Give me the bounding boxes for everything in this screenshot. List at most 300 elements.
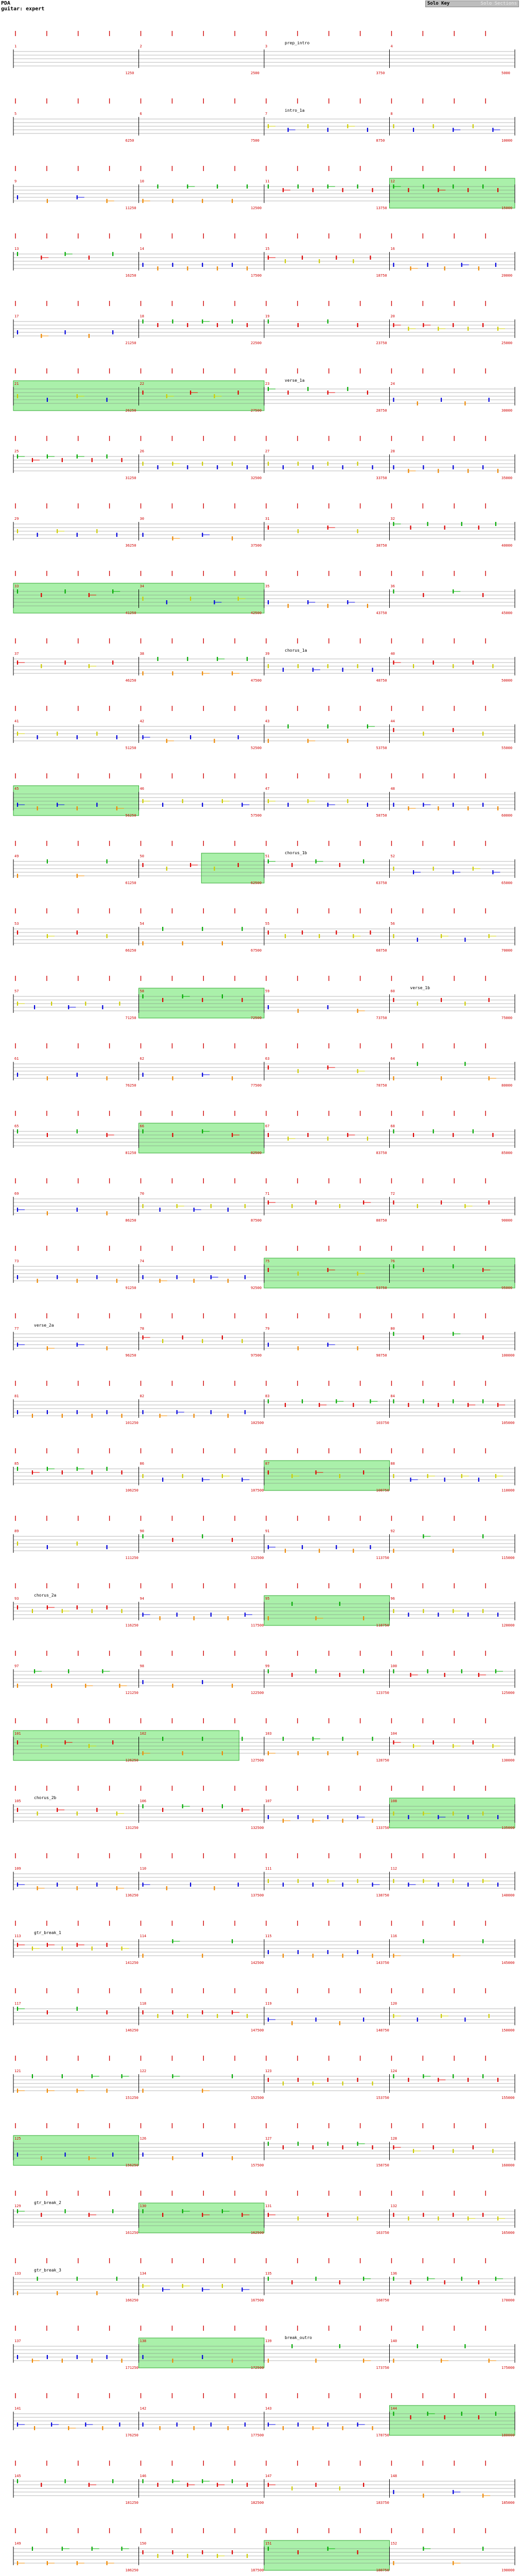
measure-number: 101 xyxy=(14,1732,21,1736)
measure-score: 61250 xyxy=(125,881,136,885)
measure-number: 133 xyxy=(14,2272,21,2276)
measure-number: 82 xyxy=(140,1394,144,1398)
measure-number: 112 xyxy=(390,1867,397,1871)
section-label: prep_intro xyxy=(285,41,310,45)
measure-number: 45 xyxy=(14,787,19,791)
measure-score: 150000 xyxy=(501,2028,515,2032)
measure-number: 150 xyxy=(140,2541,147,2546)
measure-number: 74 xyxy=(140,1259,144,1263)
measure-number: 141 xyxy=(14,2406,21,2411)
measure-number: 55 xyxy=(265,922,270,926)
measure-number: 144 xyxy=(390,2406,397,2411)
measure-number: 95 xyxy=(265,1597,270,1601)
measure-score: 152500 xyxy=(251,2096,264,2100)
measure-number: 41 xyxy=(14,719,19,723)
measure-score: 20000 xyxy=(501,274,513,278)
measure-score: 190000 xyxy=(501,2568,515,2572)
measure-number: 1 xyxy=(14,44,17,48)
section-label: intro_1a xyxy=(285,108,305,113)
measure-number: 42 xyxy=(140,719,144,723)
measure-score: 155000 xyxy=(501,2096,515,2100)
measure-score: 185000 xyxy=(501,2501,515,2505)
measure-score: 122500 xyxy=(251,1691,264,1695)
measure-score: 105000 xyxy=(501,1421,515,1425)
section-label: gtr_break_1 xyxy=(34,1930,61,1935)
measure-score: 50000 xyxy=(501,679,513,683)
measure-number: 142 xyxy=(140,2406,147,2411)
measure-score: 98750 xyxy=(376,1353,387,1358)
measure-number: 118 xyxy=(140,2002,147,2006)
measure-score: 136250 xyxy=(125,1893,138,1897)
measure-score: 85000 xyxy=(501,1151,513,1155)
measure-number: 86 xyxy=(140,1462,144,1466)
measure-number: 126 xyxy=(140,2137,147,2141)
measure-number: 131 xyxy=(265,2204,272,2208)
measure-number: 54 xyxy=(140,922,144,926)
measure-score: 71250 xyxy=(125,1016,136,1020)
section-label: gtr_break_2 xyxy=(34,2200,61,2205)
measure-number: 24 xyxy=(390,382,395,386)
measure-score: 171250 xyxy=(125,2366,138,2370)
solo-section-highlight xyxy=(139,2338,265,2368)
measure-number: 33 xyxy=(14,584,19,588)
measure-score: 118750 xyxy=(376,1623,389,1628)
measure-score: 123750 xyxy=(376,1691,389,1695)
measure-score: 108750 xyxy=(376,1488,389,1493)
measure-number: 94 xyxy=(140,1597,144,1601)
section-label: verse_1a xyxy=(285,378,305,383)
measure-number: 6 xyxy=(140,112,142,116)
measure-number: 17 xyxy=(14,314,19,318)
measure-number: 111 xyxy=(265,1867,272,1871)
measure-score: 131250 xyxy=(125,1826,138,1830)
solo-section-highlight xyxy=(390,2405,515,2435)
solo-section-highlight xyxy=(13,1731,239,1760)
measure-score: 140000 xyxy=(501,1893,515,1897)
measure-score: 35000 xyxy=(501,476,513,480)
measure-number: 37 xyxy=(14,652,19,656)
measure-score: 41250 xyxy=(125,611,136,615)
measure-number: 85 xyxy=(14,1462,19,1466)
measure-score: 125000 xyxy=(501,1691,515,1695)
measure-number: 129 xyxy=(14,2204,21,2208)
measure-score: 43750 xyxy=(376,611,387,615)
measure-number: 14 xyxy=(140,247,144,251)
measure-score: 153750 xyxy=(376,2096,389,2100)
measure-score: 48750 xyxy=(376,679,387,683)
song-title: PDA xyxy=(1,1,11,6)
measure-number: 68 xyxy=(390,1124,395,1128)
measure-score: 78750 xyxy=(376,1083,387,1088)
measure-number: 7 xyxy=(265,112,268,116)
measure-score: 51250 xyxy=(125,746,136,750)
measure-score: 8750 xyxy=(376,139,385,143)
solo-section-highlight xyxy=(139,988,265,1018)
measure-number: 92 xyxy=(390,1529,395,1533)
measure-number: 115 xyxy=(265,1934,272,1938)
measure-score: 16250 xyxy=(125,274,136,278)
measure-number: 135 xyxy=(265,2272,272,2276)
measure-number: 23 xyxy=(265,382,270,386)
measure-number: 70 xyxy=(140,1192,144,1196)
measure-score: 1250 xyxy=(125,71,134,75)
measure-score: 5000 xyxy=(501,71,510,75)
measure-score: 113750 xyxy=(376,1556,389,1560)
measure-score: 161250 xyxy=(125,2231,138,2235)
measure-number: 114 xyxy=(140,1934,147,1938)
measure-score: 65000 xyxy=(501,881,513,885)
measure-number: 97 xyxy=(14,1664,19,1668)
measure-number: 65 xyxy=(14,1124,19,1128)
measure-number: 71 xyxy=(265,1192,270,1196)
measure-score: 126250 xyxy=(125,1758,138,1762)
measure-score: 145000 xyxy=(501,1961,515,1965)
measure-number: 38 xyxy=(140,652,144,656)
measure-score: 107500 xyxy=(251,1488,264,1493)
measure-number: 53 xyxy=(14,922,19,926)
measure-score: 103750 xyxy=(376,1421,389,1425)
measure-number: 125 xyxy=(14,2137,21,2141)
measure-number: 62 xyxy=(140,1057,144,1061)
measure-score: 93750 xyxy=(376,1286,387,1290)
measure-number: 43 xyxy=(265,719,270,723)
measure-score: 68750 xyxy=(376,948,387,953)
measure-score: 111250 xyxy=(125,1556,138,1560)
measure-score: 83750 xyxy=(376,1151,387,1155)
measure-score: 177500 xyxy=(251,2433,264,2437)
measure-number: 51 xyxy=(265,854,270,858)
measure-score: 88750 xyxy=(376,1218,387,1223)
measure-score: 46250 xyxy=(125,679,136,683)
measure-score: 101250 xyxy=(125,1421,138,1425)
measure-number: 12 xyxy=(390,179,395,183)
measure-number: 66 xyxy=(140,1124,144,1128)
measure-score: 75000 xyxy=(501,1016,513,1020)
measure-score: 167500 xyxy=(251,2298,264,2302)
measure-score: 178750 xyxy=(376,2433,389,2437)
measure-score: 117500 xyxy=(251,1623,264,1628)
measure-number: 61 xyxy=(14,1057,19,1061)
measure-number: 122 xyxy=(140,2069,147,2073)
measure-score: 165000 xyxy=(501,2231,515,2235)
measure-number: 22 xyxy=(140,382,144,386)
section-label: chorus_1a xyxy=(285,648,307,653)
measure-score: 23750 xyxy=(376,341,387,345)
measure-number: 130 xyxy=(140,2204,147,2208)
measure-score: 7500 xyxy=(251,139,259,143)
measure-number: 123 xyxy=(265,2069,272,2073)
measure-score: 120000 xyxy=(501,1623,515,1628)
measure-number: 20 xyxy=(390,314,395,318)
measure-score: 3750 xyxy=(376,71,385,75)
measure-score: 42500 xyxy=(251,611,262,615)
measure-score: 53750 xyxy=(376,746,387,750)
measure-score: 133750 xyxy=(376,1826,389,1830)
measure-score: 137500 xyxy=(251,1893,264,1897)
measure-number: 127 xyxy=(265,2137,272,2141)
measure-number: 136 xyxy=(390,2272,397,2276)
measure-score: 127500 xyxy=(251,1758,264,1762)
measure-score: 157500 xyxy=(251,2163,264,2167)
measure-number: 39 xyxy=(265,652,270,656)
solo-section-highlight xyxy=(264,1596,390,1625)
section-label: gtr_break_3 xyxy=(34,2268,61,2273)
measure-score: 188750 xyxy=(376,2568,389,2572)
measure-score: 110000 xyxy=(501,1488,515,1493)
measure-number: 27 xyxy=(265,449,270,453)
measure-number: 46 xyxy=(140,787,144,791)
measure-score: 91250 xyxy=(125,1286,136,1290)
measure-number: 116 xyxy=(390,1934,397,1938)
solo-section-highlight xyxy=(13,2136,139,2165)
measure-number: 149 xyxy=(14,2541,21,2546)
measure-score: 10000 xyxy=(501,139,513,143)
measure-number: 124 xyxy=(390,2069,397,2073)
measure-score: 18750 xyxy=(376,274,387,278)
solo-section-highlight xyxy=(264,2540,390,2570)
solo-section-highlight xyxy=(201,853,264,883)
measure-number: 119 xyxy=(265,2002,272,2006)
measure-score: 92500 xyxy=(251,1286,262,1290)
measure-score: 130000 xyxy=(501,1758,515,1762)
solo-section-highlight xyxy=(139,2203,265,2233)
measure-number: 60 xyxy=(390,989,395,993)
measure-score: 180000 xyxy=(501,2433,515,2437)
measure-number: 50 xyxy=(140,854,144,858)
measure-score: 132500 xyxy=(251,1826,264,1830)
measure-number: 77 xyxy=(14,1327,19,1331)
measure-score: 170000 xyxy=(501,2298,515,2302)
measure-number: 30 xyxy=(140,517,144,521)
measure-score: 181250 xyxy=(125,2501,138,2505)
measure-score: 143750 xyxy=(376,1961,389,1965)
measure-score: 66250 xyxy=(125,948,136,953)
measure-number: 89 xyxy=(14,1529,19,1533)
measure-score: 55000 xyxy=(501,746,513,750)
measure-score: 116250 xyxy=(125,1623,138,1628)
measure-number: 102 xyxy=(140,1732,147,1736)
measure-score: 6250 xyxy=(125,139,134,143)
measure-number: 104 xyxy=(390,1732,397,1736)
measure-score: 76250 xyxy=(125,1083,136,1088)
measure-score: 11250 xyxy=(125,206,136,210)
measure-score: 148750 xyxy=(376,2028,389,2032)
measure-score: 147500 xyxy=(251,2028,264,2032)
measure-score: 32500 xyxy=(251,476,262,480)
measure-number: 121 xyxy=(14,2069,21,2073)
measure-score: 173750 xyxy=(376,2366,389,2370)
measure-score: 135000 xyxy=(501,1826,515,1830)
measure-score: 115000 xyxy=(501,1556,515,1560)
measure-score: 47500 xyxy=(251,679,262,683)
measure-number: 25 xyxy=(14,449,19,453)
measure-score: 182500 xyxy=(251,2501,264,2505)
measure-number: 110 xyxy=(140,1867,147,1871)
measure-number: 78 xyxy=(140,1327,144,1331)
measure-number: 138 xyxy=(140,2339,147,2343)
measure-number: 72 xyxy=(390,1192,395,1196)
measure-number: 76 xyxy=(390,1259,395,1263)
measure-score: 160000 xyxy=(501,2163,515,2167)
measure-score: 138750 xyxy=(376,1893,389,1897)
measure-number: 13 xyxy=(14,247,19,251)
measure-score: 57500 xyxy=(251,814,262,818)
measure-score: 33750 xyxy=(376,476,387,480)
measure-score: 166250 xyxy=(125,2298,138,2302)
solo-section-highlight xyxy=(264,1461,390,1490)
measure-number: 81 xyxy=(14,1394,19,1398)
measure-number: 100 xyxy=(390,1664,397,1668)
measure-number: 88 xyxy=(390,1462,395,1466)
measure-score: 37500 xyxy=(251,544,262,548)
measure-number: 128 xyxy=(390,2137,397,2141)
measure-number: 15 xyxy=(265,247,270,251)
measure-score: 162500 xyxy=(251,2231,264,2235)
measure-score: 72500 xyxy=(251,1016,262,1020)
measure-score: 63750 xyxy=(376,881,387,885)
measure-number: 59 xyxy=(265,989,270,993)
measure-number: 47 xyxy=(265,787,270,791)
measure-score: 97500 xyxy=(251,1353,262,1358)
measure-number: 103 xyxy=(265,1732,272,1736)
solo-section-highlight xyxy=(390,178,515,208)
section-label: break_outro xyxy=(285,2335,312,2340)
section-label: chorus_2b xyxy=(34,1795,57,1800)
measure-number: 83 xyxy=(265,1394,270,1398)
measure-number: 69 xyxy=(14,1192,19,1196)
measure-score: 77500 xyxy=(251,1083,262,1088)
measure-number: 8 xyxy=(390,112,393,116)
measure-number: 147 xyxy=(265,2474,272,2478)
solo-section-highlight xyxy=(390,1798,515,1828)
measure-score: 87500 xyxy=(251,1218,262,1223)
measure-number: 44 xyxy=(390,719,395,723)
section-label: verse_2a xyxy=(34,1323,54,1328)
measure-score: 27500 xyxy=(251,409,262,413)
measure-score: 176250 xyxy=(125,2433,138,2437)
measure-score: 100000 xyxy=(501,1353,515,1358)
measure-score: 106250 xyxy=(125,1488,138,1493)
measure-number: 152 xyxy=(390,2541,397,2546)
section-label: verse_1b xyxy=(410,986,430,990)
measure-number: 90 xyxy=(140,1529,144,1533)
solo-section-highlight xyxy=(139,1123,265,1153)
measure-score: 96250 xyxy=(125,1353,136,1358)
measure-number: 73 xyxy=(14,1259,19,1263)
measure-number: 145 xyxy=(14,2474,21,2478)
measure-number: 52 xyxy=(390,854,395,858)
measure-score: 38750 xyxy=(376,544,387,548)
measure-number: 105 xyxy=(14,1799,21,1803)
measure-number: 3 xyxy=(265,44,268,48)
measure-number: 18 xyxy=(140,314,144,318)
measure-score: 52500 xyxy=(251,746,262,750)
measure-score: 15000 xyxy=(501,206,513,210)
measure-number: 57 xyxy=(14,989,19,993)
measure-score: 13750 xyxy=(376,206,387,210)
measure-number: 91 xyxy=(265,1529,270,1533)
measure-number: 64 xyxy=(390,1057,395,1061)
measure-score: 56250 xyxy=(125,814,136,818)
measure-score: 31250 xyxy=(125,476,136,480)
measure-score: 30000 xyxy=(501,409,513,413)
measure-number: 63 xyxy=(265,1057,270,1061)
measure-number: 49 xyxy=(14,854,19,858)
measure-number: 98 xyxy=(140,1664,144,1668)
measure-number: 28 xyxy=(390,449,395,453)
measure-score: 26250 xyxy=(125,409,136,413)
measure-number: 5 xyxy=(14,112,17,116)
section-label: chorus_1b xyxy=(285,851,307,855)
measure-number: 67 xyxy=(265,1124,270,1128)
measure-score: 168750 xyxy=(376,2298,389,2302)
measure-score: 141250 xyxy=(125,1961,138,1965)
measure-score: 146250 xyxy=(125,2028,138,2032)
measure-score: 58750 xyxy=(376,814,387,818)
measure-score: 12500 xyxy=(251,206,262,210)
measure-number: 16 xyxy=(390,247,395,251)
measure-score: 102500 xyxy=(251,1421,264,1425)
measure-score: 187500 xyxy=(251,2568,264,2572)
measure-number: 117 xyxy=(14,2002,21,2006)
measure-number: 151 xyxy=(265,2541,272,2546)
measure-score: 60000 xyxy=(501,814,513,818)
measure-score: 21250 xyxy=(125,341,136,345)
section-label: chorus_2a xyxy=(34,1593,57,1598)
measure-score: 82500 xyxy=(251,1151,262,1155)
measure-score: 86250 xyxy=(125,1218,136,1223)
measure-score: 28750 xyxy=(376,409,387,413)
measure-number: 139 xyxy=(265,2339,272,2343)
measure-score: 128750 xyxy=(376,1758,389,1762)
measure-number: 134 xyxy=(140,2272,147,2276)
measure-score: 172500 xyxy=(251,2366,264,2370)
measure-number: 19 xyxy=(265,314,270,318)
measure-number: 93 xyxy=(14,1597,19,1601)
measure-score: 175000 xyxy=(501,2366,515,2370)
measure-number: 106 xyxy=(140,1799,147,1803)
measure-score: 183750 xyxy=(376,2501,389,2505)
measure-number: 26 xyxy=(140,449,144,453)
measure-number: 40 xyxy=(390,652,395,656)
measure-number: 87 xyxy=(265,1462,270,1466)
measure-score: 112500 xyxy=(251,1556,264,1560)
measure-number: 11 xyxy=(265,179,270,183)
measure-number: 56 xyxy=(390,922,395,926)
measure-score: 163750 xyxy=(376,2231,389,2235)
measure-number: 79 xyxy=(265,1327,270,1331)
measure-number: 107 xyxy=(265,1799,272,1803)
measure-number: 29 xyxy=(14,517,19,521)
measure-score: 151250 xyxy=(125,2096,138,2100)
measure-score: 186250 xyxy=(125,2568,138,2572)
measure-score: 62500 xyxy=(251,881,262,885)
measure-number: 80 xyxy=(390,1327,395,1331)
measure-score: 40000 xyxy=(501,544,513,548)
measure-number: 132 xyxy=(390,2204,397,2208)
measure-number: 31 xyxy=(265,517,270,521)
measure-score: 142500 xyxy=(251,1961,264,1965)
measure-number: 148 xyxy=(390,2474,397,2478)
measure-number: 75 xyxy=(265,1259,270,1263)
measure-number: 99 xyxy=(265,1664,270,1668)
measure-number: 108 xyxy=(390,1799,397,1803)
legend-blurb: Solo Sections xyxy=(480,1,517,6)
measure-score: 90000 xyxy=(501,1218,513,1223)
measure-number: 2 xyxy=(140,44,142,48)
instrument-difficulty: guitar: expert xyxy=(1,6,45,12)
measure-number: 35 xyxy=(265,584,270,588)
